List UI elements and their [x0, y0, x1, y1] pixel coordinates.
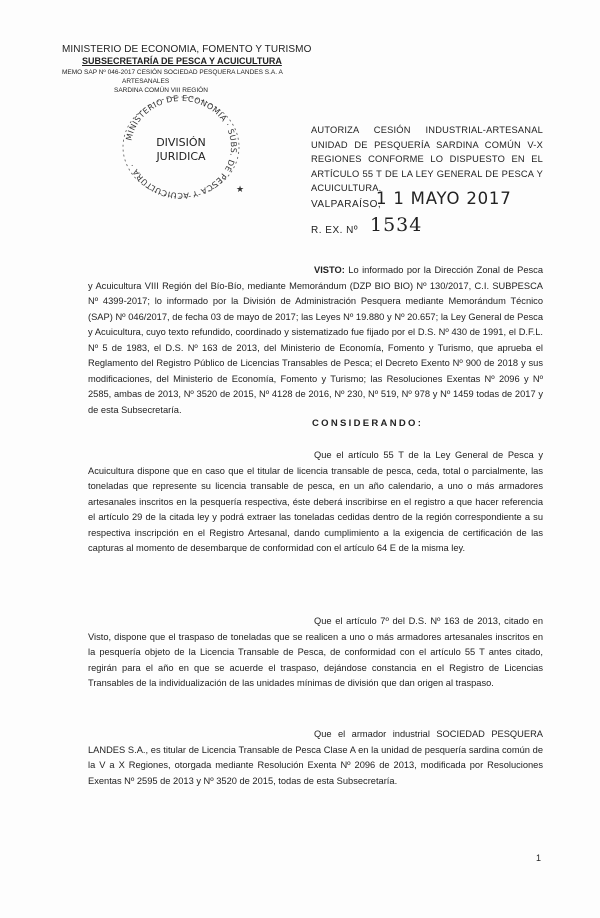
subsecretaria-name: SUBSECRETARÍA DE PESCA Y ACUICULTURA	[82, 56, 282, 66]
rex-label: R. EX. Nº	[311, 225, 359, 236]
memo-reference: MEMO SAP Nº 046-2017 CESIÓN SOCIEDAD PESQUERA LANDES S.A. A	[62, 69, 283, 76]
considerando-heading: CONSIDERANDO:	[312, 418, 424, 429]
page-number: 1	[536, 853, 542, 863]
stamp-line1: DIVISIÓN	[156, 136, 206, 149]
visto-paragraph	[88, 263, 543, 418]
date-stamp: 1 1 MAYO 2017	[376, 189, 512, 208]
stamp-ring-text: MINISTERIO DE ECONOMIA · SUBS. DE PESCA Y ACUICULTURA ·	[124, 94, 239, 200]
place-label: VALPARAÍSO,	[311, 199, 382, 210]
stamp-star-icon: ★	[236, 185, 244, 195]
rex-number: 1534	[370, 214, 423, 236]
considerando-paragraph-1: Que el artículo 55 T de la Ley General de Pesca y Acuicultura dispone que en caso que el titular de licencia transable de pesca, ceda, total o parcialmente, las toneladas que represente su licencia transable de pesca, en un año calendario, a uno o más armadores artesanales inscritos en la pesquería respectiva, éste deberá inscribirse en el registro a que hacer referencia el artículo 29 de la citada ley y podrá extraer las toneladas cedidas dentro de la región correspondiente a su respectiva inscripción en el Registro Artesanal, dando cumplimiento a la exigencia de certificación de las capturas al momento de desembarque de conformidad con el artículo 64 E de la misma ley.	[88, 450, 543, 553]
letterhead	[62, 44, 312, 94]
visto-text: Lo informado por la Dirección Zonal de Pesca y Acuicultura VIII Región del Bío-Bío, mediante Memorándum (DZP BIO BIO) Nº 130/2017, C.I. SUBPESCA Nº 4399-2017; lo informado por la División de Administración Pesquera mediante Memorándum Técnico (SAP) Nº 046/2017, de fecha 03 de mayo de 2017; las Leyes Nº 19.880 y Nº 20.657; la Ley General de Pesca y Acuicultura, cuyo texto refundido, coordinado y sistematizado fue fijado por el D.S. Nº 430 de 1991, el D.F.L. Nº 5 de 1983, el D.S. Nº 163 de 2013, del Ministerio de Economía, Fomento y Turismo, que aprueba el Reglamento del Registro Público de Licencias Transables de Pesca; el Decreto Exento Nº 900 de 2018 y sus modificaciones, del Ministerio de Economía, Fomento y Turismo; las Resoluciones Exentas Nº 2096 y Nº 2585, ambas de 2013, Nº 3520 de 2015, Nº 4128 de 2016, Nº 230, Nº 519, Nº 978 y Nº 1459 todas de 2017 y de esta Subsecretaría.	[88, 265, 543, 415]
division-juridica-stamp	[118, 94, 244, 200]
memo-reference-line3: SARDINA COMÚN VIII REGIÓN	[114, 87, 208, 94]
stamp-line2: JURIDICA	[156, 150, 206, 163]
memo-reference-line2: ARTESANALES	[122, 78, 170, 85]
ministry-name: MINISTERIO DE ECONOMIA, FOMENTO Y TURISMO	[62, 44, 312, 55]
considerando-paragraph-3: Que el armador industrial SOCIEDAD PESQUERA LANDES S.A., es titular de Licencia Transable de Pesca Clase A en la unidad de pesquería sardina común de la V a X Regiones, otorgada mediante Resolución Exenta Nº 2096 de 2013, modificada por Resoluciones Exentas Nº 2595 de 2013 y Nº 3520 de 2015, todas de esta Subsecretaría.	[88, 729, 543, 786]
considerando-paragraph-2: Que el artículo 7º del D.S. Nº 163 de 2013, citado en Visto, dispone que el traspaso de toneladas que se realicen a uno o más armadores artesanales inscritos en la pesquería objeto de la Licencia Transable de Pesca, de conformidad con el artículo 55 T antes citado, regirán para el año en que se acuerde el traspaso, dejándose constancia en el Registro de Licencias Transables de la individualización de las unidades mínimas de división que dan origen al traspaso.	[88, 616, 543, 688]
visto-keyword: VISTO:	[314, 265, 345, 275]
resolution-title: AUTORIZA CESIÓN INDUSTRIAL-ARTESANAL UNIDAD DE PESQUERÍA SARDINA COMÚN V-X REGIONES CONFORME LO DISPUESTO EN EL ARTÍCULO 55 T DE LA LEY GENERAL DE PESCA Y ACUICULTURA.	[311, 125, 543, 193]
